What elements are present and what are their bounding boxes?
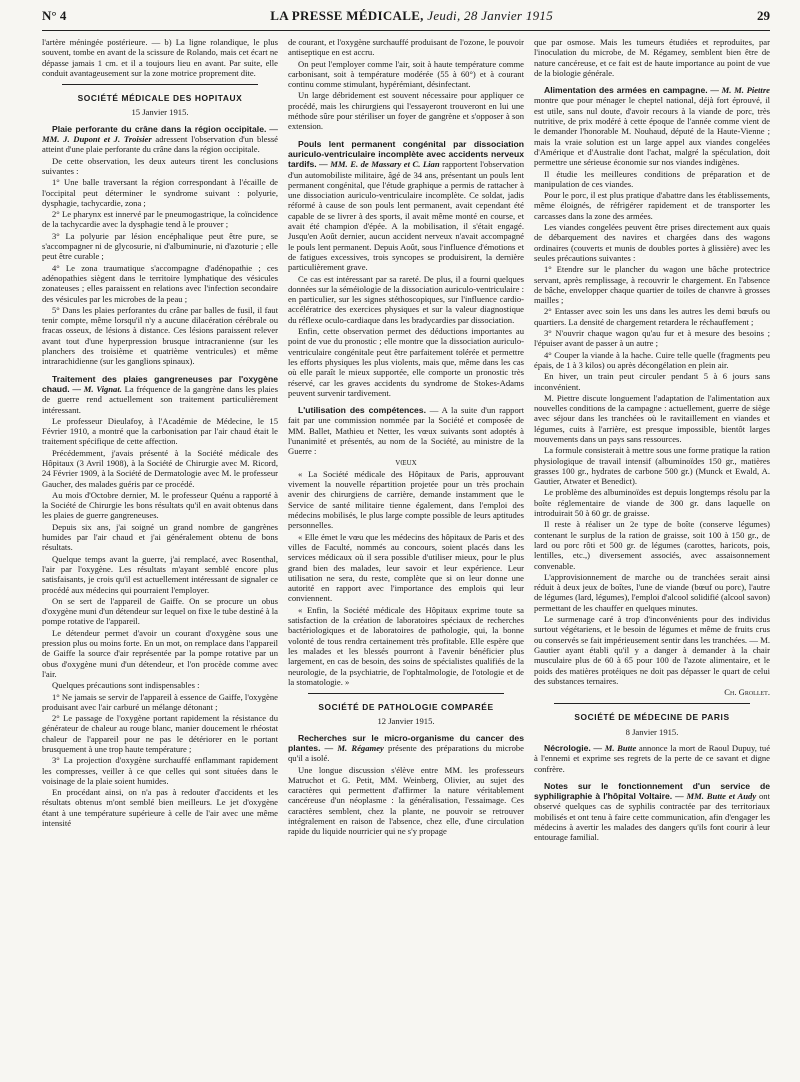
paragraph: Une longue discussion s'élève entre MM. les professeurs Matruchot et G. Petit, MM. Weinberg, Olivier, au sujet des caractères qui permettent d'affirmer la nature véritablement cancéreuse d'un néoplasme : la généralisation, l'essaimage. Ces caractères semblent, chez la plante, ne pouvoir se retrouver intégralement en raison de l'absence, chez elle, d'une circulation rapide du liquide nourricier qui ne s'y propage	[288, 764, 524, 837]
paragraph: Un large débridement est souvent nécessaire pour appliquer ce procédé, mais les chirurgiens qui l'essayeront trouveront en lui une méthode sûre pour stériliser un foyer de gangrène et s'opposer à son extension.	[288, 90, 524, 132]
report-text: montre que pour ménager le cheptel national, déjà fort éprouvé, il est utile, sans nul doute, d'avoir recours à la viande de porc, très nutritive, de prix modéré à cette époque de l'année comme vient de le demander l'honorable M. Nouhaud, député de la Haute-Vienne ; mais la vraie solution est un large appel aux viandes congelées d'Amérique et d'Australie dont l'achat, malgré la spéculation, doit permettre une sérieuse économie sur nos viandes indigènes.	[534, 95, 770, 168]
paragraph: 4° Le zona traumatique s'accompagne d'adénopathie ; ces adénopathies siègent dans le territoire lymphatique des vésicules zonateuses ; elles paraissent en relations avec l'infection secondaire des vésicules par les microbes de la peau ;	[42, 262, 278, 304]
report-authors: — MM. J. Dupont et J. Troisier	[42, 123, 278, 145]
voeux-heading: VŒUX	[395, 458, 417, 467]
paragraph: 3° La projection d'oxygène surchauffé enflammant rapidement les compresses, veiller à ce que celles qui sont situées dans le voisinage de la plaie soient humides.	[42, 755, 278, 786]
report-title: Plaie perforante du crâne dans la région occipitale.	[52, 123, 267, 134]
report-paragraph	[42, 374, 278, 415]
paragraph: 2° Le passage de l'oxygène portant rapidement la résistance du générateur de chaleur au rouge blanc, manier doucement le rhéostat chaleur de l'appareil pour ne pas le détériorer en le portant brusquement à une trop haute température ;	[42, 713, 278, 754]
report-authors: — M. Vignat.	[72, 383, 122, 394]
paragraph: 2° Entasser avec soin les uns dans les autres les demi bœufs ou quartiers. La densité de chargement retardera le réchauffement ;	[534, 306, 770, 327]
report-authors: — M. Butte	[593, 743, 637, 753]
section-title: SOCIÉTÉ MÉDICALE DES HOPITAUX	[77, 93, 243, 104]
paragraph: 4° Couper la viande à la hache. Cuire telle quelle (fragments peu épais, de 1 à 3 kilos) ou après décongélation en plein air.	[534, 349, 770, 370]
report-title: Alimentation des armées en campagne.	[544, 85, 708, 96]
issue-date: Jeudi, 28 Janvier 1915	[427, 8, 554, 23]
paragraph: que par osmose. Mais les tumeurs étudiées et reproduites, par l'inoculation du microbe, de M. Régamey, semblent bien être de nature cancéreuse, et ce fait est de haute importance au point de vue de la biologie générale.	[534, 37, 770, 78]
column-1	[42, 37, 278, 1077]
issue-number: N° 4	[42, 8, 67, 23]
paragraph: l'artère méningée postérieure. — b) La ligne rolandique, le plus souvent, tombe en avant de la scissure de Rolando, mais cet écart ne dépasse jamais 1 cm. et il a toujours lieu en avant. Par suite, elle conduit avantageusement sur la zone motrice proprement dite.	[42, 37, 278, 78]
page-number: 29	[756, 8, 770, 23]
report-authors: — M. M. Piettre	[710, 85, 770, 96]
report-paragraph	[534, 743, 770, 774]
paragraph: En procédant ainsi, on n'a pas à redouter d'accidents et les résultats obtenus m'ont semblé bien meilleurs. Le jet d'oxygène étant à une température supérieure à celle de l'air avec une même intensité	[42, 787, 278, 829]
paragraph: Quelques précautions sont indispensables :	[52, 680, 200, 691]
column-3	[534, 37, 770, 1077]
paragraph: Il reste à réaliser un 2e type de boîte (conserve légumes) contenant le surplus de la ration de graisse, soit 100 à 150 gr., de lard ou porc rôti et 500 gr. de légumes (carottes, haricots, pois, lentilles, etc.,) diversement associés, avec assaisonnement convenable.	[534, 519, 770, 571]
section-date: 12 Janvier 1915.	[377, 716, 435, 727]
report-authors: — MM. E. de Massary et C. Lian	[319, 159, 440, 170]
report-paragraph	[288, 733, 524, 764]
paragraph: De cette observation, les deux auteurs tirent les conclusions suivantes :	[42, 155, 278, 176]
paragraph: On se sert de l'appareil de Gaiffe. On se procure un obus d'oxygène muni d'un détendeur sur lequel on fixe le tube destiné à la pompe rotative de l'appareil.	[42, 595, 278, 627]
paragraph: On peut l'employer comme l'air, soit à haute température comme carbonisant, soit à température modérée (55 à 60°) et à courant continu comme stimulant, hypérémiant, désinfectant.	[288, 58, 524, 90]
report-text: présente des préparations du microbe qu'il a isolé.	[288, 743, 524, 764]
paragraph: M. Piettre discute longuement l'adaptation de l'alimentation aux nouvelles conditions de la campagne : actuellement, guerre de siège avec séjour dans les tranchées où le ravitaillement en viandes et légumes, cuits à l'arrière, est presque impossible, bientôt larges mouvements dans un pays sans ressources.	[534, 392, 770, 444]
section-title: SOCIÉTÉ DE MÉDECINE DE PARIS	[574, 712, 730, 723]
journal-title	[270, 8, 553, 24]
paragraph: 5° Dans les plaies perforantes du crâne par balles de fusil, il faut tenir compte, même lorsqu'il n'y a aucune dilacération cérébrale ou fracas osseux, de lésions à distance. Ces lésions paraissent relever avant tout d'une hyperpression brusque intracranienne (sur les planchers des troisième et quatrième ventricules) et même intrarachidienne (sur les ganglions spinaux).	[42, 304, 278, 367]
section-rule	[62, 84, 258, 85]
paragraph: Depuis six ans, j'ai soigné un grand nombre de gangrènes humides par l'air chaud et j'ai généralement obtenu de bons résultats.	[42, 521, 278, 553]
signature: Ch. Grollet.	[724, 687, 770, 698]
paragraph: Le professeur Dieulafoy, à l'Académie de Médecine, le 15 Février 1910, a montré que la carbonisation par l'air chaud était le traitement spécifique de cette affection.	[42, 415, 278, 447]
paragraph: Les viandes congelées peuvent être prises directement aux quais de débarquement des navires et chargées dans des wagons ordinaires (couverts et munis de doubles portes à glissière) avec les seules précautions suivantes :	[534, 222, 770, 263]
paragraph: Au mois d'Octobre dernier, M. le professeur Quénu a rapporté à la Société de Chirurgie les bons résultats qu'il en avait obtenus dans les plaies de guerre gangreneuses.	[42, 489, 278, 521]
report-text: annonce la mort de Raoul Dupuy, tué à l'ennemi et exprime ses regrets de la perte de ce savant et digne confrère.	[534, 743, 770, 774]
paragraph: Quelque temps avant la guerre, j'ai remplacé, avec Rosenthal, l'air par l'oxygène. Les résultats m'ayant semblé encore plus satisfaisants, je crois qu'il est actuellement intéressant de signaler ce procédé aux médecins qui pourraient l'employer.	[42, 553, 278, 595]
report-title: Nécrologie.	[544, 743, 591, 753]
paragraph: 1° Etendre sur le plancher du wagon une bâche protectrice servant, après remplissage, à recouvrir le chargement. En l'absence de bâche, envelopper chaque quartier de toiles de chanvre à grosses mailles ;	[534, 264, 770, 306]
paragraph: Le surmenage caré à trop d'inconvénients pour des individus surtout végétariens, et le besoin de légumes et même de fruits crus ou conservés se fait impérieusement sentir dans les tranchées. — M. Gautier ayant établi qu'il y a danger à demander à la chair musculaire plus de 60 à 65 pour 100 de l'azote alimentaire, et le poids des matières protéiques ne doit pas dépasser le quart de celui des substances ternaires.	[534, 614, 770, 686]
header-rule	[42, 30, 770, 31]
paragraph: de courant, et l'oxygène surchauffé produisant de l'ozone, le pouvoir antiseptique en est accru.	[288, 37, 524, 58]
paragraph: « La Société médicale des Hôpitaux de Paris, approuvant vivement la nouvelle répartition projetée pour un très prochain avenir des chirurgiens de carrière, demande instamment que le Service de santé militaire tienne également, dans l'emploi des médecins mobilisés, le plus large compte possible de leurs aptitudes personnelles.	[288, 468, 524, 531]
paragraph: 3° La polyurie par lésion encéphalique peut être pure, se s'accompagner ni de glycosurie, ni d'albuminurie, ni d'azoturie ; elle peut être curable ;	[42, 230, 278, 262]
paragraph: En hiver, un train peut circuler pendant 5 à 6 jours sans inconvénient.	[534, 371, 770, 392]
paragraph: Ce cas est intéressant par sa rareté. De plus, il a fourni quelques données sur la séméiologie de la dissociation auriculo-ventriculaire : en particulier, sur les signes stéthoscopiques, sur l'influence cardio-accélératrice des exercices physiques et sur la valeur diagnostique du réflexe oculo-cardiaque dans les bradycardies par dissociation.	[288, 273, 524, 325]
report-title: Traitement des plaies gangreneuses par l'oxygène chaud.	[42, 373, 278, 394]
paragraph: 1° Ne jamais se servir de l'appareil à essence de Gaiffe, l'oxygène produisant avec l'air carburé un mélange détonant ;	[42, 691, 278, 712]
section-date: 15 Janvier 1915.	[131, 107, 189, 118]
paragraph: L'approvisionnement de marche ou de tranchées serait ainsi réduit à deux jeux de boîtes, l'une de viande (bœuf ou porc), l'autre de légumes (lard, légumes), l'emploi d'alcool solidifié (alcool savon) permettant de les chauffer en quelques minutes.	[534, 571, 770, 613]
paragraph: Pour le porc, il est plus pratique d'abattre dans les établissements, même éloignés, de réfrigérer rapidement et de transporter les carcasses dans la zone des armées.	[534, 190, 770, 221]
paragraph: Précédemment, j'avais présenté à la Société médicale des Hôpitaux (3 Avril 1908), à la Société de Chirurgie avec M. Ricord, 24 Février 1909, à la Société de Dermatologie avec M. le professeur Gaucher, des malades guéris par ce procédé.	[42, 447, 278, 489]
paragraph: « Elle émet le vœu que les médecins des hôpitaux de Paris et des villes de Faculté, nommés au concours, soient placés dans les services médicaux où il sera possible d'utiliser mieux, pour le plus grand bien des malades, leur savoir et leur expérience. Leur utilisation ne sera, du reste, complète que si on leur donne une autorité en rapport avec l'importance des emplois qui leur conviennent.	[288, 531, 524, 604]
paragraph: La formule consisterait à mettre sous une forme pratique la ration physiologique de travail intensif (albuminoïdes 150 gr., matières grasses 100 gr., hydrates de carbone 500 gr.) (Munck et Ewald, A. Gautier, Atwater et Benedict).	[534, 445, 770, 487]
report-paragraph	[288, 139, 524, 273]
column-2	[288, 37, 524, 1077]
report-text: — A la suite d'un rapport fait par une commission nommée par la Société et composée de MM. Ballet, Mathieu et Netter, les vœux suivants sont adoptés à l'unanimité et présentés, au nom de la Société, au ministre de la Guerre :	[288, 405, 524, 457]
paragraph: 2° Le pharynx est innervé par le pneumogastrique, la coïncidence de la tachycardie avec la dysphagie tend à le prouver ;	[42, 209, 278, 230]
paragraph: Enfin, cette observation permet des déductions importantes au point de vue du pronostic ; elle montre que la dissociation auriculo-ventriculaire congénitale peut être parfaitement tolérée et permettre les efforts physiques les plus violents, mais que, même dans les cas où elle paraît le mieux supportée, elle comporte un pronostic très réservé, car les graves accidents du syndrome de Stokes-Adams peuvent survenir tardivement.	[288, 326, 524, 398]
report-authors: — M. Régamey	[324, 743, 384, 753]
paragraph: Le problème des albuminoïdes est depuis longtemps résolu par la boîte réglementaire de viande de 300 gr. dans laquelle on introduirait 50 à 60 gr. de graisse.	[534, 487, 770, 519]
report-paragraph	[288, 405, 524, 456]
section-rule	[554, 703, 750, 704]
paragraph: Il étudie les meilleures conditions de préparation et de manipulation de ces viandes.	[534, 168, 770, 189]
report-title: Recherches sur le micro-organisme du cancer des plantes.	[288, 732, 524, 753]
section-rule	[308, 693, 504, 694]
report-text: ont observé quelques cas de syphilis contractée par des territoriaux mobilisés et ont tenu à faire cette communication, afin d'engager les médecins à avertir les malades des dangers qu'ils font courir à leur entourage familial.	[534, 791, 770, 843]
report-title: Notes sur le fonctionnement d'un service de syphiligraphie à l'hôpital Voltaire.	[534, 780, 770, 802]
report-title: L'utilisation des compétences.	[298, 405, 426, 416]
section-title: SOCIÉTÉ DE PATHOLOGIE COMPARÉE	[318, 702, 494, 713]
section-date: 8 Janvier 1915.	[625, 726, 679, 737]
columns	[42, 37, 770, 1077]
report-text: adressent l'observation d'un blessé atteint d'une plaie perforante du crâne dans la région occipitale.	[42, 134, 278, 155]
journal-name: LA PRESSE MÉDICALE,	[270, 8, 424, 23]
paragraph: « Enfin, la Société médicale des Hôpitaux exprime toute sa satisfaction de la création de laboratoires spéciaux de recherches bactériologiques et de laboratoires de pathologie, qui, la bonne volonté de tous rendra certainement très profitable. Elle espère que les malades et les blessés pourront à l'avenir bénéficier plus largement, en cas de besoin, des soins de spécialistes qualifiés de la neurologie, de la psychiatrie, de l'ophtalmologie, de l'otologie et de la stomatologie. »	[288, 604, 524, 687]
paragraph: 3° N'ouvrir chaque wagon qu'au fur et à mesure des besoins ; l'épuiser avant de passer à un autre ;	[534, 328, 770, 349]
report-title: Pouls lent permanent congénital par dissociation auriculo-ventriculaire incomplète avec accidents nerveux tardifs.	[288, 138, 524, 170]
report-paragraph	[42, 124, 278, 155]
report-paragraph	[534, 781, 770, 843]
report-authors: — MM. Butte et Audy	[675, 791, 757, 802]
paragraph: 1° Une balle traversant la région correspondant à l'écaille de l'occipital peut déterminer le syndrome suivant : polyurie, dysphagie, tachycardie, zona ;	[42, 177, 278, 208]
page-header	[42, 8, 770, 28]
paragraph: Le détendeur permet d'avoir un courant d'oxygène sous une pression plus ou moins forte. En un mot, on remplace dans l'appareil de Gaiffe la source d'air représentée par la pompe rotative par un obus d'oxygène muni d'un détendeur, et l'on procède comme avec l'air.	[42, 627, 278, 679]
report-text: La fréquence de la gangrène dans les plaies de guerre rend actuellement son traitement particulièrement intéressant.	[42, 383, 278, 415]
report-text: rapportent l'observation d'un automobiliste militaire, âgé de 34 ans, présentant un pouls lent permanent congénital, que l'étude graphique a permis de rattacher à une dissociation auriculo-ventriculaire incomplète. Ce soldat, jadis réformé à cause de son pouls lent permanent, avait cependant été capable de se livrer à des sports, il avait même monté en course, et avait été champion d'épée. A la mobilisation, il s'était engagé. Jusqu'en Août dernier, aucun accident nerveux n'avait accompagné le pouls lent permanent. Depuis Août, sous l'influence d'émotions et de fatigues excessives, trois syncopes se produisirent, la dernière particulièrement grave.	[288, 159, 524, 273]
report-paragraph	[534, 85, 770, 167]
